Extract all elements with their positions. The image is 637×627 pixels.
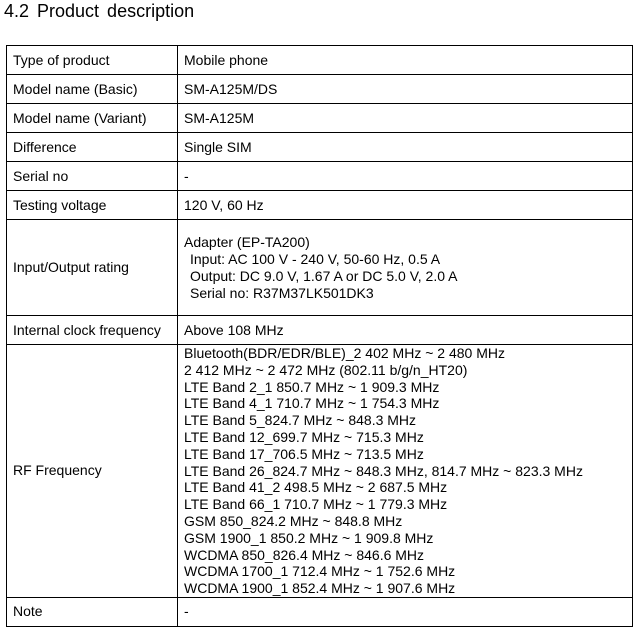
row-difference xyxy=(7,133,633,162)
value-difference: Single SIM xyxy=(178,133,633,162)
row-model-variant xyxy=(7,104,633,133)
label-serial-no: Serial no xyxy=(7,162,178,191)
product-description-table xyxy=(6,45,633,627)
row-internal-clock xyxy=(7,316,633,345)
label-testing-voltage: Testing voltage xyxy=(7,191,178,220)
io-rating-line: Input: AC 100 V - 240 V, 50-60 Hz, 0.5 A xyxy=(190,250,441,267)
label-internal-clock: Internal clock frequency xyxy=(7,316,178,345)
value-model-basic: SM-A125M/DS xyxy=(178,75,633,104)
rf-line: LTE Band 2_1 850.7 MHz ~ 1 909.3 MHz xyxy=(184,378,440,395)
row-rf-frequency xyxy=(7,345,633,598)
value-model-variant: SM-A125M xyxy=(178,104,633,133)
value-note: - xyxy=(178,597,633,626)
label-note: Note xyxy=(7,597,178,626)
rf-line: LTE Band 26_824.7 MHz ~ 848.3 MHz, 814.7 MHz ~ 823.3 MHz xyxy=(184,462,583,479)
value-rf-frequency xyxy=(178,345,633,598)
row-type-of-product xyxy=(7,46,633,75)
value-io-rating xyxy=(178,220,633,316)
rf-line: GSM 1900_1 850.2 MHz ~ 1 909.8 MHz xyxy=(184,529,434,546)
io-rating-line: Output: DC 9.0 V, 1.67 A or DC 5.0 V, 2.0 A xyxy=(190,267,458,284)
value-testing-voltage: 120 V, 60 Hz xyxy=(178,191,633,220)
label-io-rating: Input/Output rating xyxy=(7,220,178,316)
io-rating-line: Adapter (EP-TA200) xyxy=(184,233,310,250)
rf-line: LTE Band 4_1 710.7 MHz ~ 1 754.3 MHz xyxy=(184,395,440,412)
rf-line: Bluetooth(BDR/EDR/BLE)_2 402 MHz ~ 2 480 MHz xyxy=(184,345,505,361)
row-serial-no xyxy=(7,162,633,191)
row-io-rating xyxy=(7,220,633,316)
section-heading: 4.2 Product description xyxy=(4,1,195,21)
rf-line: WCDMA 850_826.4 MHz ~ 846.6 MHz xyxy=(184,546,425,563)
rf-line: LTE Band 5_824.7 MHz ~ 848.3 MHz xyxy=(184,412,417,429)
label-rf-frequency: RF Frequency xyxy=(7,345,178,598)
value-type-of-product: Mobile phone xyxy=(178,46,633,75)
rf-line: LTE Band 17_706.5 MHz ~ 713.5 MHz xyxy=(184,445,424,462)
io-rating-line: Serial no: R37M37LK501DK3 xyxy=(190,284,374,301)
rf-line: 2 412 MHz ~ 2 472 MHz (802.11 b/g/n_HT20) xyxy=(184,361,468,378)
row-testing-voltage xyxy=(7,191,633,220)
rf-line: WCDMA 1700_1 712.4 MHz ~ 1 752.6 MHz xyxy=(184,563,456,580)
row-model-basic xyxy=(7,75,633,104)
value-internal-clock: Above 108 MHz xyxy=(178,316,633,345)
label-type-of-product: Type of product xyxy=(7,46,178,75)
rf-line: GSM 850_824.2 MHz ~ 848.8 MHz xyxy=(184,512,403,529)
rf-line: LTE Band 12_699.7 MHz ~ 715.3 MHz xyxy=(184,428,424,445)
rf-line: LTE Band 41_2 498.5 MHz ~ 2 687.5 MHz xyxy=(184,479,448,496)
rf-line: LTE Band 66_1 710.7 MHz ~ 1 779.3 MHz xyxy=(184,496,448,513)
rf-line: WCDMA 1900_1 852.4 MHz ~ 1 907.6 MHz xyxy=(184,580,456,597)
label-model-basic: Model name (Basic) xyxy=(7,75,178,104)
row-note xyxy=(7,597,633,626)
label-difference: Difference xyxy=(7,133,178,162)
value-serial-no: - xyxy=(178,162,633,191)
label-model-variant: Model name (Variant) xyxy=(7,104,178,133)
